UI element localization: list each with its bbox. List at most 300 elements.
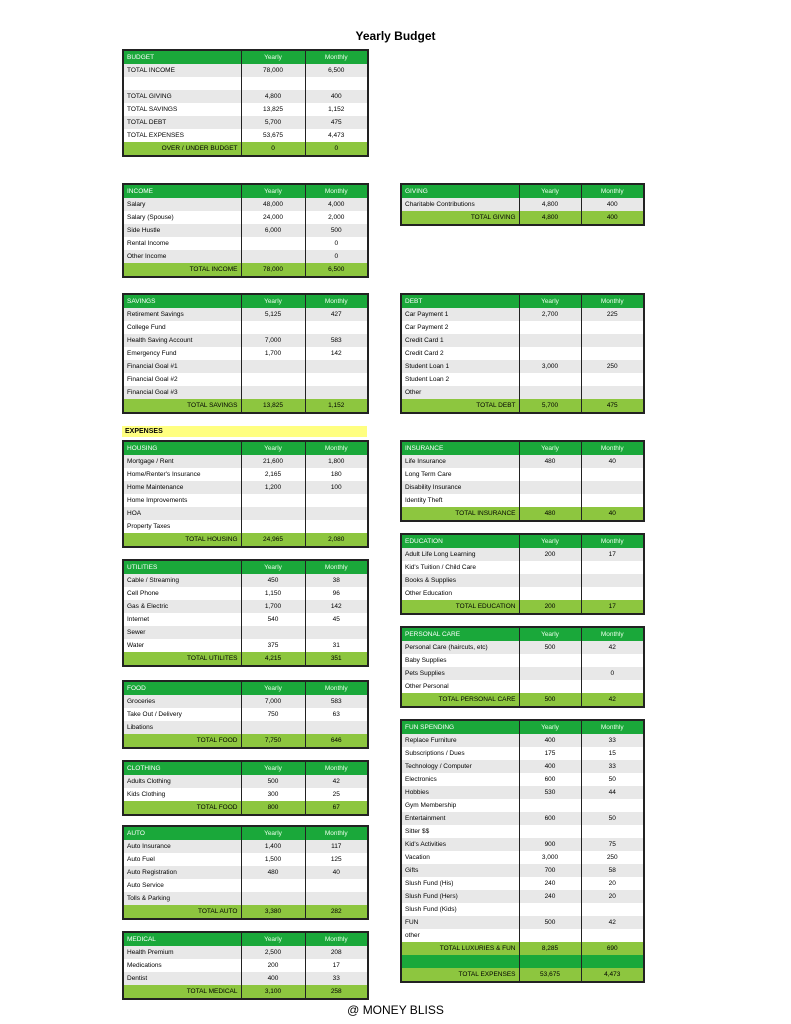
header-label: GIVING <box>401 184 519 198</box>
row-label: Dentist <box>123 972 241 985</box>
row-label: Adults Clothing <box>123 775 241 788</box>
table-row <box>123 224 368 237</box>
header-yearly: Yearly <box>519 627 581 641</box>
table-row <box>401 386 644 399</box>
row-yearly <box>519 561 581 574</box>
grand-total-yearly: 53,675 <box>519 968 581 982</box>
total-label: TOTAL FOOD <box>123 801 241 815</box>
table-row <box>123 129 368 142</box>
row-monthly <box>305 386 368 399</box>
total-monthly: 0 <box>305 142 368 156</box>
header-monthly: Monthly <box>305 826 368 840</box>
row-label: Financial Goal #3 <box>123 386 241 399</box>
table-row <box>123 250 368 263</box>
total-monthly: 646 <box>305 734 368 748</box>
table-row <box>123 468 368 481</box>
row-yearly: 540 <box>241 613 305 626</box>
spacer-row <box>401 955 644 968</box>
row-yearly: 600 <box>519 812 581 825</box>
total-row <box>401 211 644 225</box>
row-label: Auto Registration <box>123 866 241 879</box>
table-row <box>123 116 368 129</box>
row-yearly <box>519 903 581 916</box>
table-row <box>401 916 644 929</box>
table-row <box>401 308 644 321</box>
total-yearly: 500 <box>519 693 581 707</box>
row-monthly <box>581 929 644 942</box>
row-monthly <box>305 507 368 520</box>
row-monthly: 42 <box>581 916 644 929</box>
row-label: Salary <box>123 198 241 211</box>
row-label: Water <box>123 639 241 652</box>
header-yearly: Yearly <box>519 294 581 308</box>
table-row <box>123 972 368 985</box>
header-monthly: Monthly <box>305 294 368 308</box>
table-row <box>123 574 368 587</box>
row-label: HOA <box>123 507 241 520</box>
row-monthly: 250 <box>581 360 644 373</box>
row-yearly: 1,700 <box>241 347 305 360</box>
row-yearly <box>519 373 581 386</box>
row-monthly: 475 <box>305 116 368 129</box>
header-label: HOUSING <box>123 441 241 455</box>
table-row <box>123 308 368 321</box>
row-label: Auto Insurance <box>123 840 241 853</box>
header-monthly: Monthly <box>581 184 644 198</box>
spacer-cell <box>581 955 644 968</box>
row-yearly: 53,675 <box>241 129 305 142</box>
header-yearly: Yearly <box>241 441 305 455</box>
row-yearly: 2,500 <box>241 946 305 959</box>
total-monthly: 690 <box>581 942 644 955</box>
row-label: Other Personal <box>401 680 519 693</box>
row-monthly <box>581 334 644 347</box>
table-row <box>123 64 368 77</box>
total-label: TOTAL FOOD <box>123 734 241 748</box>
row-label: Auto Service <box>123 879 241 892</box>
spacer-cell <box>401 955 519 968</box>
row-monthly: 15 <box>581 747 644 760</box>
table-header-row <box>401 627 644 641</box>
header-yearly: Yearly <box>241 681 305 695</box>
total-monthly: 258 <box>305 985 368 999</box>
total-label: OVER / UNDER BUDGET <box>123 142 241 156</box>
row-yearly: 13,825 <box>241 103 305 116</box>
header-label: EDUCATION <box>401 534 519 548</box>
row-yearly <box>519 468 581 481</box>
total-monthly: 17 <box>581 600 644 614</box>
total-yearly: 4,800 <box>519 211 581 225</box>
row-monthly <box>305 626 368 639</box>
row-label: Car Payment 2 <box>401 321 519 334</box>
row-yearly: 21,600 <box>241 455 305 468</box>
total-label: TOTAL AUTO <box>123 905 241 919</box>
row-label: College Fund <box>123 321 241 334</box>
row-monthly: 142 <box>305 600 368 613</box>
row-yearly <box>241 721 305 734</box>
row-monthly: 0 <box>305 237 368 250</box>
table-header-row <box>123 761 368 775</box>
table-row <box>123 959 368 972</box>
row-yearly: 7,000 <box>241 334 305 347</box>
total-yearly: 13,825 <box>241 399 305 413</box>
table-row <box>123 520 368 533</box>
row-monthly: 1,152 <box>305 103 368 116</box>
row-label: TOTAL EXPENSES <box>123 129 241 142</box>
total-yearly: 0 <box>241 142 305 156</box>
row-yearly: 4,800 <box>519 198 581 211</box>
table-row <box>123 946 368 959</box>
row-yearly: 900 <box>519 838 581 851</box>
total-yearly: 480 <box>519 507 581 521</box>
row-yearly <box>519 929 581 942</box>
table-row <box>401 747 644 760</box>
row-yearly: 24,000 <box>241 211 305 224</box>
row-label: Auto Fuel <box>123 853 241 866</box>
row-label: Salary (Spouse) <box>123 211 241 224</box>
total-row <box>123 801 368 815</box>
row-label: Financial Goal #2 <box>123 373 241 386</box>
row-yearly <box>241 520 305 533</box>
food-table <box>122 680 369 749</box>
table-row <box>123 853 368 866</box>
row-monthly: 1,800 <box>305 455 368 468</box>
row-yearly <box>241 892 305 905</box>
total-label: TOTAL PERSONAL CARE <box>401 693 519 707</box>
row-label: TOTAL GIVING <box>123 90 241 103</box>
row-label: Medications <box>123 959 241 972</box>
row-monthly: 2,000 <box>305 211 368 224</box>
row-label: Hobbies <box>401 786 519 799</box>
table-header-row <box>401 184 644 198</box>
income-table <box>122 183 369 278</box>
table-row <box>401 786 644 799</box>
total-row <box>123 399 368 413</box>
table-row <box>401 548 644 561</box>
table-row <box>401 198 644 211</box>
table-row <box>401 890 644 903</box>
row-label: Slush Fund (Kids) <box>401 903 519 916</box>
row-label: Student Loan 2 <box>401 373 519 386</box>
table-row <box>123 77 368 90</box>
header-yearly: Yearly <box>519 720 581 734</box>
row-monthly: 500 <box>305 224 368 237</box>
total-row <box>401 399 644 413</box>
table-row <box>123 103 368 116</box>
row-monthly: 20 <box>581 890 644 903</box>
header-label: DEBT <box>401 294 519 308</box>
row-label: Car Payment 1 <box>401 308 519 321</box>
row-label: Libations <box>123 721 241 734</box>
header-yearly: Yearly <box>241 761 305 775</box>
row-label: other <box>401 929 519 942</box>
row-monthly <box>581 561 644 574</box>
row-yearly <box>519 587 581 600</box>
total-label: TOTAL GIVING <box>401 211 519 225</box>
row-yearly: 300 <box>241 788 305 801</box>
row-yearly <box>241 626 305 639</box>
row-monthly: 583 <box>305 695 368 708</box>
auto-table <box>122 825 369 920</box>
row-monthly: 25 <box>305 788 368 801</box>
header-monthly: Monthly <box>305 441 368 455</box>
table-header-row <box>123 826 368 840</box>
table-row <box>401 321 644 334</box>
savings-table <box>122 293 369 414</box>
table-row <box>123 237 368 250</box>
row-label: Vacation <box>401 851 519 864</box>
total-row <box>123 734 368 748</box>
table-row <box>401 812 644 825</box>
row-label: Property Taxes <box>123 520 241 533</box>
row-monthly: 100 <box>305 481 368 494</box>
row-label: Technology / Computer <box>401 760 519 773</box>
total-row <box>401 942 644 955</box>
table-row <box>123 321 368 334</box>
row-monthly: 75 <box>581 838 644 851</box>
row-label: Home/Renter's Insurance <box>123 468 241 481</box>
row-monthly <box>581 825 644 838</box>
row-label: TOTAL SAVINGS <box>123 103 241 116</box>
total-row <box>401 600 644 614</box>
total-label: TOTAL MEDICAL <box>123 985 241 999</box>
header-label: FUN SPENDING <box>401 720 519 734</box>
table-row <box>123 788 368 801</box>
total-yearly: 3,100 <box>241 985 305 999</box>
row-label: Health Saving Account <box>123 334 241 347</box>
row-monthly <box>581 799 644 812</box>
row-monthly <box>581 373 644 386</box>
row-monthly: 117 <box>305 840 368 853</box>
row-yearly: 400 <box>241 972 305 985</box>
table-row <box>401 864 644 877</box>
total-label: TOTAL SAVINGS <box>123 399 241 413</box>
total-row <box>401 507 644 521</box>
total-yearly: 8,285 <box>519 942 581 955</box>
row-label: Gas & Electric <box>123 600 241 613</box>
total-monthly: 1,152 <box>305 399 368 413</box>
row-yearly <box>241 77 305 90</box>
header-monthly: Monthly <box>581 627 644 641</box>
row-yearly: 1,150 <box>241 587 305 600</box>
row-yearly <box>519 481 581 494</box>
table-row <box>401 347 644 360</box>
row-yearly: 7,000 <box>241 695 305 708</box>
row-monthly <box>305 494 368 507</box>
table-row <box>401 773 644 786</box>
row-monthly: 40 <box>581 455 644 468</box>
total-yearly: 24,965 <box>241 533 305 547</box>
table-row <box>401 360 644 373</box>
header-yearly: Yearly <box>241 560 305 574</box>
total-monthly: 400 <box>581 211 644 225</box>
header-yearly: Yearly <box>241 826 305 840</box>
row-monthly <box>305 77 368 90</box>
row-monthly: 38 <box>305 574 368 587</box>
total-row <box>123 905 368 919</box>
table-row <box>123 386 368 399</box>
table-row <box>401 929 644 942</box>
header-label: SAVINGS <box>123 294 241 308</box>
row-yearly: 480 <box>519 455 581 468</box>
row-monthly: 0 <box>305 250 368 263</box>
header-label: MEDICAL <box>123 932 241 946</box>
row-monthly <box>581 574 644 587</box>
row-yearly <box>241 373 305 386</box>
row-yearly <box>519 321 581 334</box>
table-row <box>123 708 368 721</box>
header-label: INSURANCE <box>401 441 519 455</box>
row-label: Kids Clothing <box>123 788 241 801</box>
row-monthly: 40 <box>305 866 368 879</box>
row-yearly: 175 <box>519 747 581 760</box>
header-monthly: Monthly <box>305 560 368 574</box>
table-row <box>123 866 368 879</box>
table-row <box>123 840 368 853</box>
row-monthly: 17 <box>305 959 368 972</box>
row-yearly <box>241 250 305 263</box>
row-label: Other <box>401 386 519 399</box>
row-label: FUN <box>401 916 519 929</box>
grand-total-monthly: 4,473 <box>581 968 644 982</box>
row-label: Kid's Activities <box>401 838 519 851</box>
header-yearly: Yearly <box>241 294 305 308</box>
row-monthly: 400 <box>581 198 644 211</box>
total-yearly: 800 <box>241 801 305 815</box>
table-row <box>401 334 644 347</box>
table-row <box>401 561 644 574</box>
row-monthly: 42 <box>305 775 368 788</box>
row-label: Identity Theft <box>401 494 519 507</box>
row-monthly: 180 <box>305 468 368 481</box>
row-label: Rental Income <box>123 237 241 250</box>
table-row <box>401 654 644 667</box>
row-yearly: 375 <box>241 639 305 652</box>
row-monthly: 45 <box>305 613 368 626</box>
table-row <box>123 639 368 652</box>
row-label: Adult Life Long Learning <box>401 548 519 561</box>
row-label: Slush Fund (His) <box>401 877 519 890</box>
header-label: UTILITIES <box>123 560 241 574</box>
header-monthly: Monthly <box>581 441 644 455</box>
table-header-row <box>123 441 368 455</box>
row-yearly: 200 <box>241 959 305 972</box>
table-header-row <box>123 932 368 946</box>
header-label: CLOTHING <box>123 761 241 775</box>
row-monthly <box>305 520 368 533</box>
row-monthly: 63 <box>305 708 368 721</box>
header-monthly: Monthly <box>581 294 644 308</box>
table-header-row <box>401 294 644 308</box>
education-table <box>400 533 645 615</box>
row-monthly: 50 <box>581 812 644 825</box>
row-yearly: 1,700 <box>241 600 305 613</box>
row-monthly: 33 <box>581 734 644 747</box>
table-row <box>401 734 644 747</box>
table-row <box>401 574 644 587</box>
row-monthly <box>581 347 644 360</box>
header-monthly: Monthly <box>305 681 368 695</box>
table-row <box>123 879 368 892</box>
table-row <box>401 641 644 654</box>
row-monthly: 6,500 <box>305 64 368 77</box>
row-monthly <box>581 481 644 494</box>
row-yearly <box>519 386 581 399</box>
row-label: Other Education <box>401 587 519 600</box>
table-row <box>123 198 368 211</box>
row-yearly: 530 <box>519 786 581 799</box>
row-label: TOTAL DEBT <box>123 116 241 129</box>
table-header-row <box>123 50 368 64</box>
row-monthly <box>305 373 368 386</box>
row-monthly: 31 <box>305 639 368 652</box>
total-monthly: 40 <box>581 507 644 521</box>
row-label: Entertainment <box>401 812 519 825</box>
row-yearly: 1,400 <box>241 840 305 853</box>
table-row <box>401 455 644 468</box>
personal-care-table <box>400 626 645 708</box>
row-yearly: 5,700 <box>241 116 305 129</box>
row-monthly: 0 <box>581 667 644 680</box>
row-yearly: 2,165 <box>241 468 305 481</box>
table-header-row <box>123 184 368 198</box>
row-yearly <box>519 825 581 838</box>
table-row <box>401 680 644 693</box>
row-monthly <box>305 360 368 373</box>
table-row <box>401 667 644 680</box>
grand-total-label: TOTAL EXPENSES <box>401 968 519 982</box>
row-monthly: 208 <box>305 946 368 959</box>
row-yearly <box>241 494 305 507</box>
header-monthly: Monthly <box>305 184 368 198</box>
row-label: Subscriptions / Dues <box>401 747 519 760</box>
table-row <box>123 360 368 373</box>
header-yearly: Yearly <box>519 184 581 198</box>
row-yearly: 750 <box>241 708 305 721</box>
row-label: Gifts <box>401 864 519 877</box>
table-row <box>401 481 644 494</box>
total-row <box>123 142 368 156</box>
row-monthly: 427 <box>305 308 368 321</box>
row-monthly <box>581 680 644 693</box>
row-label <box>123 77 241 90</box>
total-label: TOTAL EDUCATION <box>401 600 519 614</box>
row-monthly: 20 <box>581 877 644 890</box>
row-yearly <box>241 321 305 334</box>
row-label: Disability Insurance <box>401 481 519 494</box>
total-yearly: 78,000 <box>241 263 305 277</box>
row-yearly <box>241 360 305 373</box>
row-label: Books & Supplies <box>401 574 519 587</box>
row-monthly: 44 <box>581 786 644 799</box>
row-yearly: 2,700 <box>519 308 581 321</box>
expenses-section-label: EXPENSES <box>122 426 367 437</box>
table-row <box>401 825 644 838</box>
row-yearly: 78,000 <box>241 64 305 77</box>
total-label: TOTAL INSURANCE <box>401 507 519 521</box>
row-monthly: 583 <box>305 334 368 347</box>
header-label: AUTO <box>123 826 241 840</box>
row-label: Cable / Streaming <box>123 574 241 587</box>
total-monthly: 6,500 <box>305 263 368 277</box>
table-row <box>401 494 644 507</box>
row-monthly: 50 <box>581 773 644 786</box>
table-row <box>123 211 368 224</box>
row-yearly <box>241 386 305 399</box>
table-header-row <box>123 560 368 574</box>
row-label: Home Maintenance <box>123 481 241 494</box>
housing-table <box>122 440 369 548</box>
